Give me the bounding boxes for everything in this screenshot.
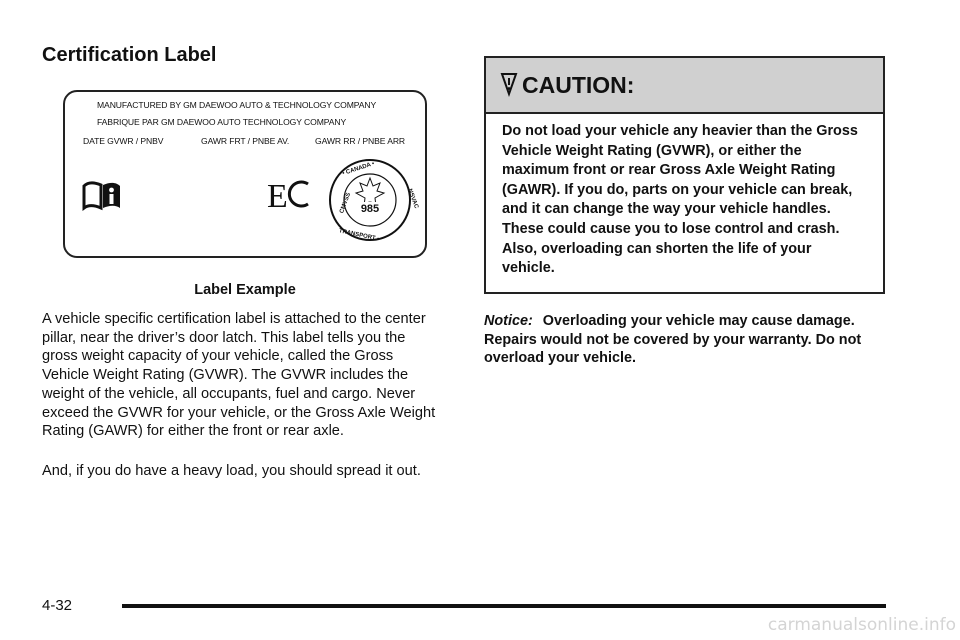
svg-text:CMVSS: CMVSS [339, 192, 353, 215]
ec-emblem [265, 174, 315, 214]
body-paragraph-1: A vehicle specific certification label is attached to the center pillar, near the driver’s door latch. This label tells you the gross weight capacity of your vehicle, called the Gross Vehicle Weight Rating (GVWR). The GVWR includes the weight of the vehicle, all occupants, fuel and cargo. Never exceed the GVWR for your vehicle, or the Gross Axle Weight Rating (GAWR) for either the front or rear axle. [42, 311, 436, 440]
owner-manual-icon [82, 180, 122, 210]
svg-text:E: E [267, 178, 288, 215]
notice-text: Overloading your vehicle may cause damage. Repairs would not be covered by your warranty. Do not overload your vehicle. [484, 313, 862, 367]
caution-header [486, 58, 883, 114]
certification-label-example [63, 90, 427, 258]
caution-title: CAUTION: [522, 71, 635, 98]
svg-text:TRANSPORT •: TRANSPORT • [338, 228, 380, 243]
label-manufacturer-fr: FABRIQUE PAR GM DAEWOO AUTO TECHNOLOGY COMPANY [97, 117, 347, 127]
watermark: carmanualsonline.info [767, 615, 956, 635]
notice-label: Notice: [484, 313, 533, 329]
body-paragraph-2: And, if you do have a heavy load, you should spread it out. [42, 463, 421, 479]
label-manufacturer-en: MANUFACTURED BY GM DAEWOO AUTO & TECHNOLOGY COMPANY [97, 100, 377, 110]
svg-text:NSVAC: NSVAC [406, 188, 419, 210]
seal-number: 985 [360, 203, 380, 215]
section-title: Certification Label [42, 44, 217, 66]
caution-box [484, 56, 885, 294]
label-field-date-gvwr: DATE GVWR / PNBV [83, 136, 164, 146]
page-number: 4-32 [42, 597, 73, 614]
label-field-gawr-front: GAWR FRT / PNBE AV. [201, 136, 290, 146]
footer-rule [122, 604, 886, 608]
label-field-gawr-rear: GAWR RR / PNBE ARR [315, 136, 406, 146]
label-caption: Label Example [194, 282, 296, 298]
warning-icon [500, 72, 518, 98]
notice [484, 312, 886, 368]
svg-text:• CANADA •: • CANADA • [341, 161, 376, 178]
cmvss-seal [328, 158, 419, 243]
caution-text: Do not load your vehicle any heavier than the Gross Vehicle Weight Rating (GVWR), or either the maximum front or rear Gross Axle Weight Rating (GAWR). If you do, parts on your vehicle can break, and it can change the way your vehicle handles. These could cause you to lose control and crash. Also, overloading can shorten the life of your vehicle. [502, 123, 858, 277]
